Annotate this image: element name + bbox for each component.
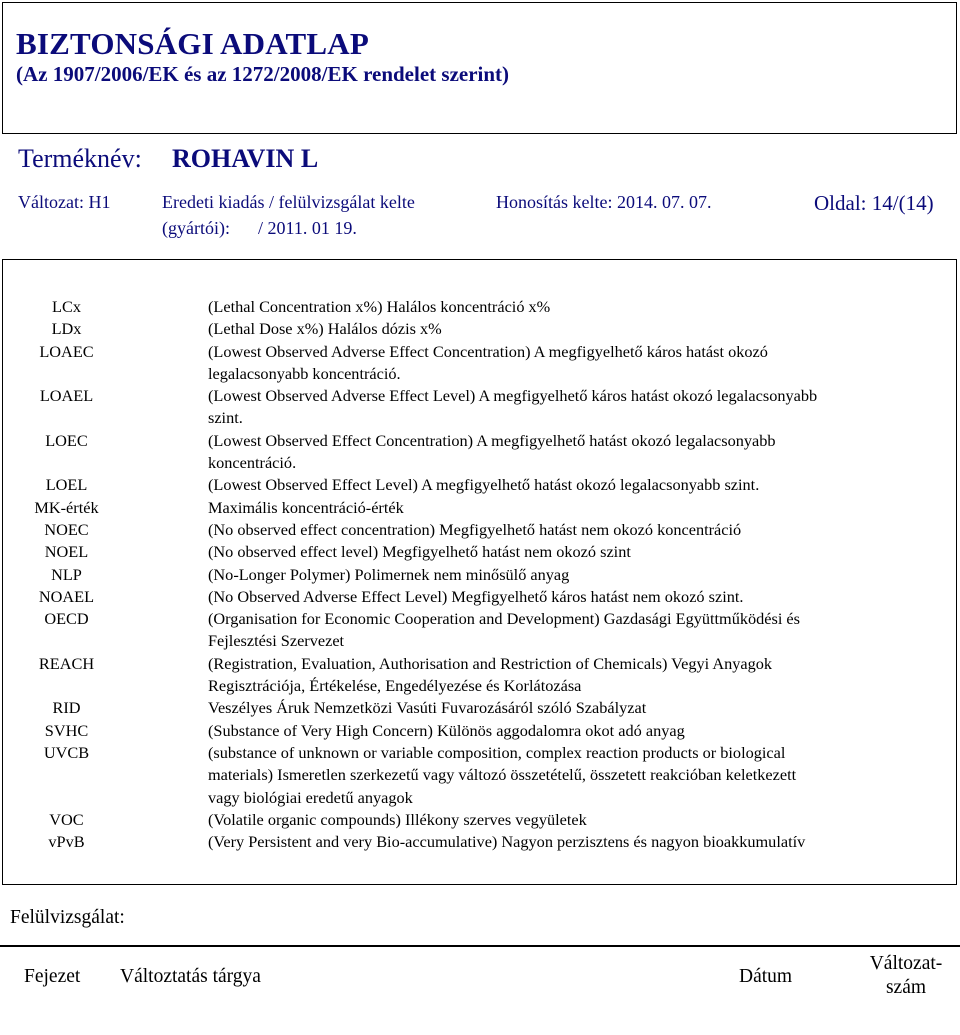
abbreviation-row xyxy=(0,385,960,430)
abbreviation-definition xyxy=(208,541,948,563)
abbreviation-definition xyxy=(208,318,948,340)
abbreviation-row xyxy=(0,474,960,496)
abbreviation-term: NOEL xyxy=(44,542,89,562)
abbreviation-row xyxy=(0,608,960,653)
abbreviation-row xyxy=(0,586,960,608)
version: Változat: H1 xyxy=(18,192,111,212)
abbreviation-definition xyxy=(208,742,948,809)
abbreviation-row xyxy=(0,564,960,586)
abbreviation-row xyxy=(0,653,960,698)
abbreviation-term: MK-érték xyxy=(34,497,99,517)
abbreviation-row xyxy=(0,742,960,809)
abbreviation-term: OECD xyxy=(44,609,89,629)
abbreviation-row xyxy=(0,318,960,340)
definition-line: (Lowest Observed Adverse Effect Concentration) A megfigyelhető káros hatást okozó xyxy=(208,341,768,361)
col-date: Dátum xyxy=(739,966,793,987)
definition-line: (No observed effect concentration) Megfigyelhető hatást nem okozó koncentráció xyxy=(208,519,742,539)
abbreviation-term: LOAEL xyxy=(39,386,94,406)
issue-date: / 2011. 01 19. xyxy=(258,218,357,238)
abbreviation-term: REACH xyxy=(38,653,95,673)
definition-line: Veszélyes Áruk Nemzetközi Vasúti Fuvarozásáról szóló Szabályzat xyxy=(208,698,647,718)
definition-line: (Lowest Observed Effect Level) A megfigyelhető hatást okozó legalacsonyabb szint. xyxy=(208,475,760,495)
abbreviation-term: NLP xyxy=(51,564,82,584)
product-name: ROHAVIN L xyxy=(172,144,319,173)
issue-label-2: (gyártói): xyxy=(162,218,230,238)
page-number: Oldal: 14/(14) xyxy=(814,191,934,215)
abbreviation-term: LOEC xyxy=(45,430,88,450)
abbreviation-definition xyxy=(208,385,948,430)
definition-line: (Substance of Very High Concern) Különös aggodalomra okot adó anyag xyxy=(208,720,685,740)
abbreviation-row xyxy=(0,831,960,853)
definition-line: (Lethal Dose x%) Halálos dózis x% xyxy=(208,319,442,339)
definition-line: (No-Longer Polymer) Polimernek nem minősülő anyag xyxy=(208,564,570,584)
definition-line: (Lethal Concentration x%) Halálos koncentráció x% xyxy=(208,297,551,316)
abbreviation-definition xyxy=(208,296,948,318)
definition-line: szint. xyxy=(208,408,243,428)
definition-line: (Volatile organic compounds) Illékony szerves vegyületek xyxy=(208,809,587,829)
definition-line: (Lowest Observed Adverse Effect Level) A megfigyelhető káros hatást okozó legalacsonyabb xyxy=(208,386,818,406)
document-title: BIZTONSÁGI ADATLAP xyxy=(16,26,370,61)
abbreviation-row xyxy=(0,720,960,742)
abbreviation-definition xyxy=(208,519,948,541)
abbreviation-term: VOC xyxy=(49,809,84,829)
abbreviation-definition xyxy=(208,653,948,698)
adaptation-date: Honosítás kelte: 2014. 07. 07. xyxy=(496,192,712,212)
abbreviation-row xyxy=(0,430,960,475)
revision-divider xyxy=(0,945,960,947)
abbreviation-term: UVCB xyxy=(43,742,90,762)
abbreviation-term: SVHC xyxy=(44,720,89,740)
abbreviation-definition xyxy=(208,586,948,608)
abbreviation-definition xyxy=(208,474,948,496)
abbreviation-definition xyxy=(208,809,948,831)
abbreviation-definition xyxy=(208,720,948,742)
abbreviation-term: LCx xyxy=(52,297,81,316)
abbreviation-definition xyxy=(208,430,948,475)
revision-label: Felülvizsgálat: xyxy=(10,907,125,928)
abbreviation-term: RID xyxy=(52,698,81,718)
abbreviation-term: vPvB xyxy=(48,832,85,852)
abbreviation-term: NOAEL xyxy=(38,586,95,606)
abbreviation-definition xyxy=(208,564,948,586)
abbreviation-list xyxy=(0,296,960,853)
col-version-number: Változat-szám xyxy=(869,953,943,998)
abbreviation-row xyxy=(0,697,960,719)
abbreviation-term: NOEC xyxy=(44,519,89,539)
abbreviation-definition xyxy=(208,497,948,519)
definition-line: (No Observed Adverse Effect Level) Megfigyelhető káros hatást nem okozó szint. xyxy=(208,586,744,606)
col-change-subject: Változtatás tárgya xyxy=(120,966,261,987)
definition-line: (Very Persistent and very Bio-accumulative) Nagyon perzisztens és nagyon bioakkumulatív xyxy=(208,832,806,852)
abbreviation-row xyxy=(0,497,960,519)
definition-line: legalacsonyabb koncentráció. xyxy=(208,363,401,383)
definition-line: (Lowest Observed Effect Concentration) A megfigyelhető hatást okozó legalacsonyabb xyxy=(208,430,776,450)
definition-line: (No observed effect level) Megfigyelhető hatást nem okozó szint xyxy=(208,542,631,562)
abbreviation-definition xyxy=(208,608,948,653)
document-subtitle: (Az 1907/2006/EK és az 1272/2008/EK rendelet szerint) xyxy=(16,62,510,86)
abbreviation-term: LOAEC xyxy=(39,341,94,361)
product-label: Terméknév: xyxy=(18,144,142,173)
abbreviation-row xyxy=(0,296,960,318)
definition-line: materials) Ismeretlen szerkezetű vagy változó összetételű, összetett reakcióban keletkezett xyxy=(208,765,797,785)
abbreviation-row xyxy=(0,541,960,563)
definition-line: vagy biológiai eredetű anyagok xyxy=(208,787,413,807)
definition-line: Fejlesztési Szervezet xyxy=(208,631,345,651)
definition-line: (Organisation for Economic Cooperation and Development) Gazdasági Együttműködési és xyxy=(208,609,800,629)
abbreviation-row xyxy=(0,519,960,541)
definition-line: Maximális koncentráció-érték xyxy=(208,497,404,517)
abbreviation-definition xyxy=(208,697,948,719)
abbreviation-term: LDx xyxy=(51,319,82,339)
issue-label: Eredeti kiadás / felülvizsgálat kelte xyxy=(162,192,415,212)
abbreviation-row xyxy=(0,809,960,831)
definition-line: koncentráció. xyxy=(208,453,297,473)
definition-line: Regisztrációja, Értékelése, Engedélyezése és Korlátozása xyxy=(208,676,582,696)
definition-line: (Registration, Evaluation, Authorisation and Restriction of Chemicals) Vegyi Anyagok xyxy=(208,653,773,673)
abbreviation-definition xyxy=(208,341,948,386)
abbreviation-term: LOEL xyxy=(45,475,88,495)
col-chapter: Fejezet xyxy=(24,966,81,987)
abbreviation-row xyxy=(0,341,960,386)
definition-line: (substance of unknown or variable composition, complex reaction products or biological xyxy=(208,742,786,762)
abbreviation-definition xyxy=(208,831,948,853)
